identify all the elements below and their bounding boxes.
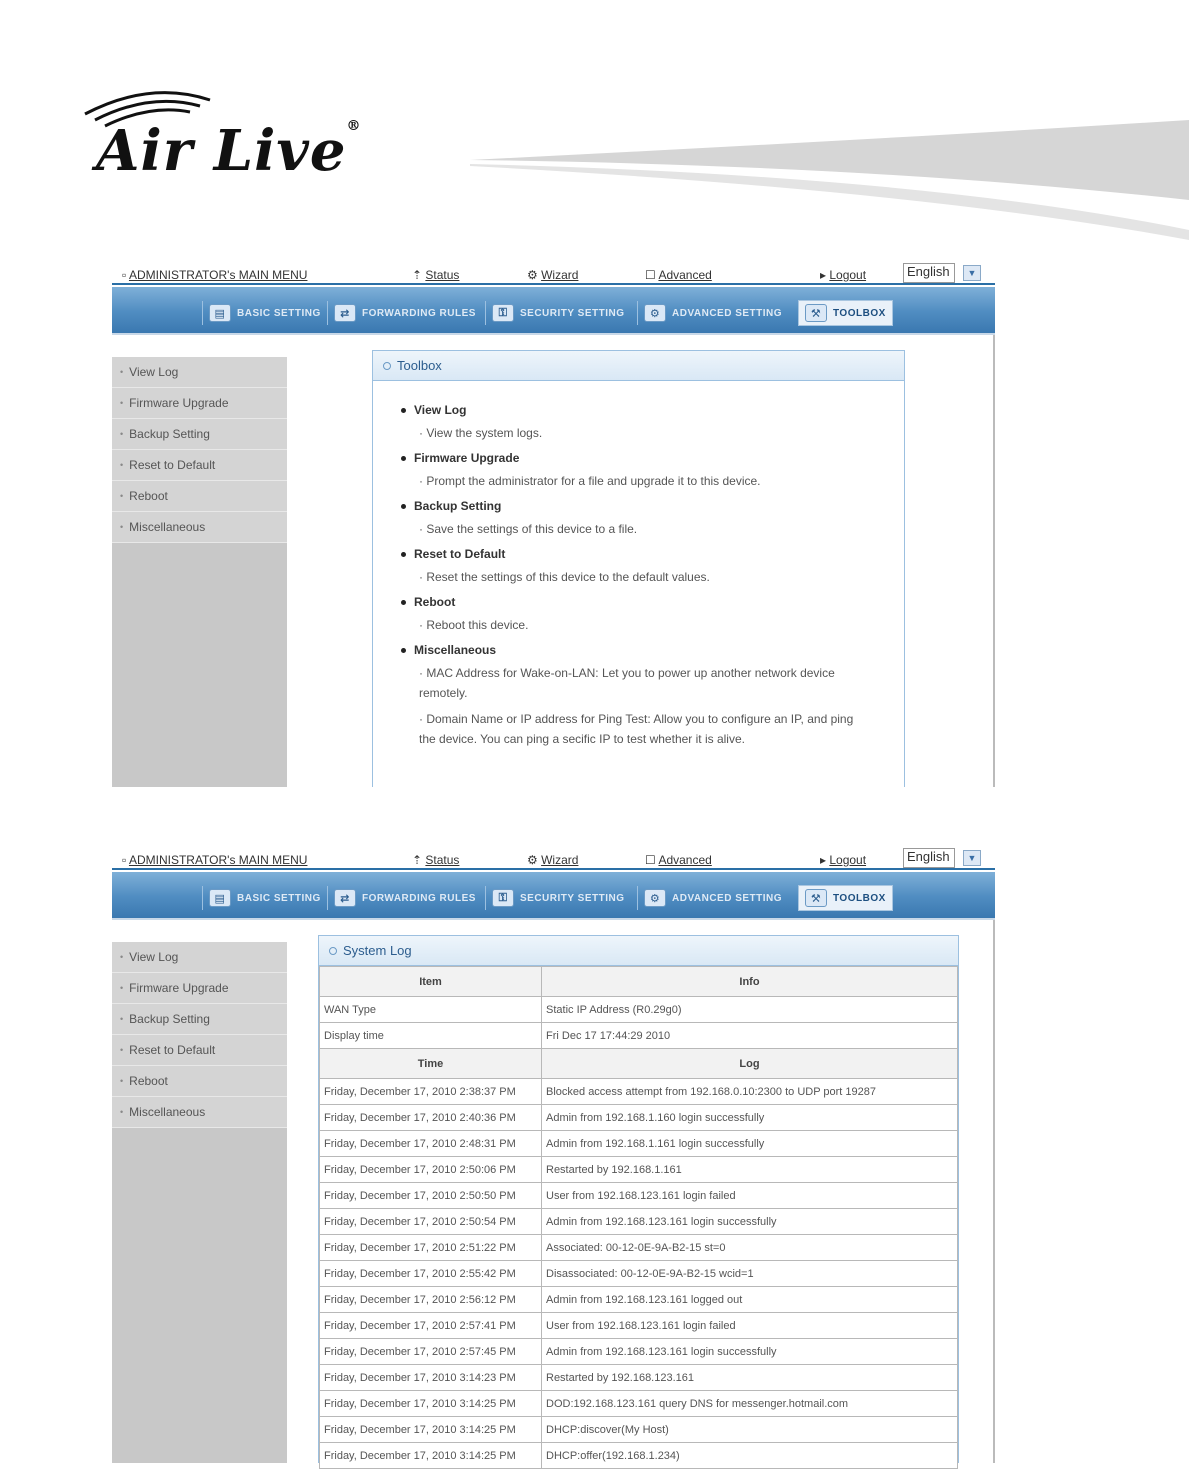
book-icon: ▤ xyxy=(209,304,231,322)
main-menu-link[interactable]: ▫ ADMINISTRATOR's MAIN MENU xyxy=(122,268,308,282)
toolbox-icon: ⚒ xyxy=(805,304,827,322)
top-menu-bar xyxy=(112,850,995,870)
log-row xyxy=(320,1131,958,1157)
gear-icon: ⚙ xyxy=(644,889,666,907)
log-time-cell: Friday, December 17, 2010 2:40:36 PM xyxy=(320,1105,542,1131)
log-time-cell: Friday, December 17, 2010 2:50:50 PM xyxy=(320,1183,542,1209)
arrows-icon: ⇄ xyxy=(334,889,356,907)
header-swoosh xyxy=(470,120,1189,240)
log-row xyxy=(320,1235,958,1261)
log-row xyxy=(320,1079,958,1105)
gear-icon: ⚙ xyxy=(644,304,666,322)
airlive-logo: Air Live® xyxy=(96,118,362,184)
sidebar-item-reboot[interactable]: • Reboot xyxy=(112,1066,287,1097)
col-item: Item xyxy=(320,967,542,997)
log-time-cell: Friday, December 17, 2010 2:57:45 PM xyxy=(320,1339,542,1365)
advanced-link[interactable]: ☐ Advanced xyxy=(645,853,712,867)
log-message-cell: Restarted by 192.168.123.161 xyxy=(542,1365,958,1391)
log-message-cell: Admin from 192.168.123.161 login successfully xyxy=(542,1339,958,1365)
log-time-cell: Friday, December 17, 2010 2:48:31 PM xyxy=(320,1131,542,1157)
toolbox-item: View Log · View the system logs. xyxy=(401,403,904,443)
tab-forwarding-rules[interactable]: ⇄ FORWARDING RULES xyxy=(327,886,482,910)
sidebar-item-reset-to-default[interactable]: • Reset to Default xyxy=(112,450,287,481)
lock-icon: ⚿ xyxy=(492,889,514,907)
main-nav xyxy=(112,872,995,920)
toolbox-item: Reboot · Reboot this device. xyxy=(401,595,904,635)
system-log-panel xyxy=(318,935,959,1463)
sidebar-item-reset-to-default[interactable]: • Reset to Default xyxy=(112,1035,287,1066)
tab-security-setting[interactable]: ⚿ SECURITY SETTING xyxy=(485,886,631,910)
page-header xyxy=(0,0,1189,250)
col-info: Info xyxy=(542,967,958,997)
tab-advanced-setting[interactable]: ⚙ ADVANCED SETTING xyxy=(637,301,788,325)
tab-forwarding-rules[interactable]: ⇄ FORWARDING RULES xyxy=(327,301,482,325)
toolbox-icon: ⚒ xyxy=(805,889,827,907)
tab-basic-setting[interactable]: ▤ BASIC SETTING xyxy=(202,886,327,910)
col-time: Time xyxy=(320,1049,542,1079)
log-message-cell: Restarted by 192.168.1.161 xyxy=(542,1157,958,1183)
sidebar-item-miscellaneous[interactable]: • Miscellaneous xyxy=(112,1097,287,1128)
log-time-cell: Friday, December 17, 2010 2:38:37 PM xyxy=(320,1079,542,1105)
tab-advanced-setting[interactable]: ⚙ ADVANCED SETTING xyxy=(637,886,788,910)
book-icon: ▤ xyxy=(209,889,231,907)
tab-security-setting[interactable]: ⚿ SECURITY SETTING xyxy=(485,301,631,325)
log-message-cell: Admin from 192.168.123.161 login successfully xyxy=(542,1209,958,1235)
chevron-down-icon[interactable]: ▼ xyxy=(963,850,981,866)
language-select[interactable]: English xyxy=(903,263,955,283)
language-select[interactable]: English xyxy=(903,848,955,868)
log-row xyxy=(320,1287,958,1313)
log-time-cell: Friday, December 17, 2010 3:14:25 PM xyxy=(320,1417,542,1443)
sidebar-item-firmware-upgrade[interactable]: • Firmware Upgrade xyxy=(112,973,287,1004)
log-time-cell: Friday, December 17, 2010 3:14:25 PM xyxy=(320,1391,542,1417)
log-time-cell: Friday, December 17, 2010 2:51:22 PM xyxy=(320,1235,542,1261)
tab-toolbox[interactable]: ⚒ TOOLBOX xyxy=(798,885,893,911)
col-log: Log xyxy=(542,1049,958,1079)
log-row xyxy=(320,1339,958,1365)
toolbox-panel xyxy=(372,350,905,787)
table-row: WAN Type Static IP Address (R0.29g0) xyxy=(320,997,958,1023)
log-message-cell: Blocked access attempt from 192.168.0.10:2300 to UDP port 19287 xyxy=(542,1079,958,1105)
toolbox-item: Firmware Upgrade · Prompt the administrator for a file and upgrade it to this device. xyxy=(401,451,904,491)
main-nav xyxy=(112,287,995,335)
log-message-cell: DHCP:offer(192.168.1.234) xyxy=(542,1443,958,1469)
toolbox-item: Backup Setting · Save the settings of this device to a file. xyxy=(401,499,904,539)
status-link[interactable]: ⇡ Status xyxy=(412,268,460,282)
toolbox-item: Reset to Default · Reset the settings of this device to the default values. xyxy=(401,547,904,587)
log-message-cell: User from 192.168.123.161 login failed xyxy=(542,1313,958,1339)
log-row xyxy=(320,1443,958,1469)
panel-title: System Log xyxy=(319,936,958,966)
log-time-cell: Friday, December 17, 2010 2:57:41 PM xyxy=(320,1313,542,1339)
sidebar-item-view-log[interactable]: • View Log xyxy=(112,357,287,388)
log-row xyxy=(320,1157,958,1183)
sidebar-item-reboot[interactable]: • Reboot xyxy=(112,481,287,512)
panel-title: Toolbox xyxy=(373,351,904,381)
log-row xyxy=(320,1105,958,1131)
log-message-cell: Admin from 192.168.123.161 logged out xyxy=(542,1287,958,1313)
table-row: Display time Fri Dec 17 17:44:29 2010 xyxy=(320,1023,958,1049)
tab-toolbox[interactable]: ⚒ TOOLBOX xyxy=(798,300,893,326)
log-row xyxy=(320,1391,958,1417)
logout-link[interactable]: ▸ Logout xyxy=(820,853,867,867)
log-time-cell: Friday, December 17, 2010 2:50:06 PM xyxy=(320,1157,542,1183)
system-log-table xyxy=(319,966,958,1469)
log-row xyxy=(320,1313,958,1339)
lock-icon: ⚿ xyxy=(492,304,514,322)
log-time-cell: Friday, December 17, 2010 3:14:23 PM xyxy=(320,1365,542,1391)
system-log-screenshot xyxy=(112,850,995,1463)
log-message-cell: Admin from 192.168.1.160 login successfully xyxy=(542,1105,958,1131)
log-time-cell: Friday, December 17, 2010 2:55:42 PM xyxy=(320,1261,542,1287)
log-message-cell: User from 192.168.123.161 login failed xyxy=(542,1183,958,1209)
sidebar-item-firmware-upgrade[interactable]: • Firmware Upgrade xyxy=(112,388,287,419)
top-menu-bar xyxy=(112,265,995,285)
log-row xyxy=(320,1417,958,1443)
log-row xyxy=(320,1261,958,1287)
sidebar-item-backup-setting[interactable]: • Backup Setting xyxy=(112,419,287,450)
chevron-down-icon[interactable]: ▼ xyxy=(963,265,981,281)
toolbox-screenshot xyxy=(112,265,995,787)
log-message-cell: Associated: 00-12-0E-9A-B2-15 st=0 xyxy=(542,1235,958,1261)
log-time-cell: Friday, December 17, 2010 3:14:25 PM xyxy=(320,1443,542,1469)
toolbox-item: Miscellaneous · MAC Address for Wake-on-LAN: Let you to power up another network device remotely. · Domain Name or IP address for Ping Test: Allow you to configure an IP, and ping the device. You can ping a secific IP to test whether it is alive. xyxy=(401,643,904,749)
log-message-cell: Admin from 192.168.1.161 login successfully xyxy=(542,1131,958,1157)
sidebar xyxy=(112,335,287,787)
sidebar xyxy=(112,920,287,1463)
log-row xyxy=(320,1183,958,1209)
log-message-cell: Disassociated: 00-12-0E-9A-B2-15 wcid=1 xyxy=(542,1261,958,1287)
status-link[interactable]: ⇡ Status xyxy=(412,853,460,867)
wizard-link[interactable]: ⚙ Wizard xyxy=(527,853,579,867)
log-message-cell: DOD:192.168.123.161 query DNS for messenger.hotmail.com xyxy=(542,1391,958,1417)
log-time-cell: Friday, December 17, 2010 2:50:54 PM xyxy=(320,1209,542,1235)
tab-basic-setting[interactable]: ▤ BASIC SETTING xyxy=(202,301,327,325)
wizard-link[interactable]: ⚙ Wizard xyxy=(527,268,579,282)
log-time-cell: Friday, December 17, 2010 2:56:12 PM xyxy=(320,1287,542,1313)
log-message-cell: DHCP:discover(My Host) xyxy=(542,1417,958,1443)
advanced-link[interactable]: ☐ Advanced xyxy=(645,268,712,282)
sidebar-item-miscellaneous[interactable]: • Miscellaneous xyxy=(112,512,287,543)
main-menu-link[interactable]: ▫ ADMINISTRATOR's MAIN MENU xyxy=(122,853,308,867)
logout-link[interactable]: ▸ Logout xyxy=(820,268,867,282)
sidebar-item-view-log[interactable]: • View Log xyxy=(112,942,287,973)
sidebar-item-backup-setting[interactable]: • Backup Setting xyxy=(112,1004,287,1035)
log-row xyxy=(320,1209,958,1235)
log-row xyxy=(320,1365,958,1391)
arrows-icon: ⇄ xyxy=(334,304,356,322)
